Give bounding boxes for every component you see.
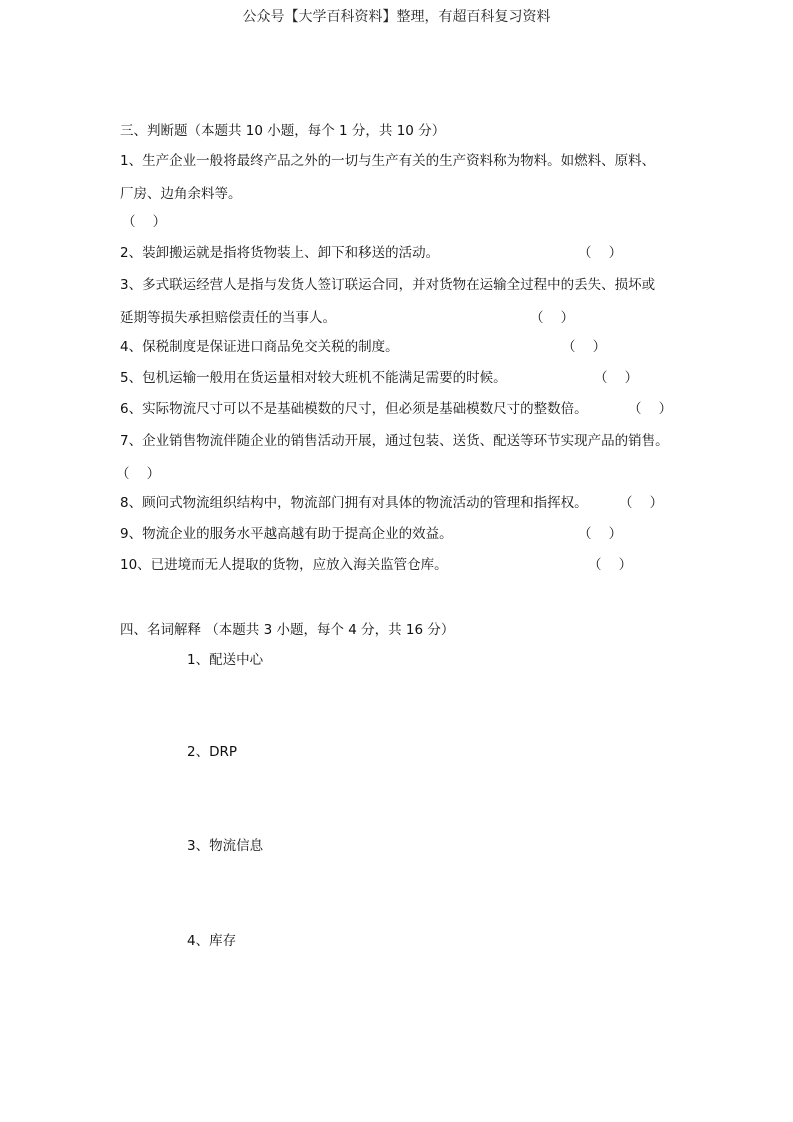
- question-3-line-1: 3、多式联运经营人是指与发货人签订联运合同，并对货物在运输全过程中的丢失、损坏或: [120, 277, 656, 293]
- section-3-title: 三、判断题（本题共 10 小题，每个 1 分，共 10 分）: [120, 123, 446, 139]
- question-1-line-1: 1、生产企业一般将最终产品之外的一切与生产有关的生产资料称为物料。如燃料、原料、: [120, 153, 656, 169]
- question-5-answer-blank: （ ）: [594, 370, 639, 386]
- question-6-answer-blank: （ ）: [628, 401, 673, 417]
- question-7-answer-blank: （ ）: [116, 466, 161, 482]
- question-3-line-2: 延期等损失承担赔偿责任的当事人。: [120, 310, 336, 326]
- question-4-answer-blank: （ ）: [562, 339, 607, 355]
- page-header: 公众号【大学百科资料】整理，有超百科复习资料: [242, 9, 551, 25]
- question-6: 6、实际物流尺寸可以不是基础模数的尺寸，但必须是基础模数尺寸的整数倍。: [120, 401, 588, 417]
- question-2-answer-blank: （ ）: [578, 245, 623, 261]
- question-5: 5、包机运输一般用在货运量相对较大班机不能满足需要的时候。: [120, 370, 507, 386]
- question-8-answer-blank: （ ）: [619, 495, 664, 511]
- question-10-answer-blank: （ ）: [588, 557, 633, 573]
- question-10: 10、已进境而无人提取的货物，应放入海关监管仓库。: [120, 557, 448, 573]
- term-2: 2、DRP: [187, 744, 238, 760]
- term-4: 4、库存: [187, 933, 237, 949]
- section-4-title: 四、名词解释 （本题共 3 小题，每个 4 分，共 16 分）: [120, 622, 455, 638]
- question-1-answer-blank: （ ）: [122, 214, 167, 230]
- question-3-answer-blank: （ ）: [530, 310, 575, 326]
- term-3: 3、物流信息: [187, 838, 264, 854]
- question-4: 4、保税制度是保证进口商品免交关税的制度。: [120, 339, 399, 355]
- question-9-answer-blank: （ ）: [578, 526, 623, 542]
- question-7-line-1: 7、企业销售物流伴随企业的销售活动开展，通过包装、送货、配送等环节实现产品的销售。: [120, 433, 669, 449]
- question-8: 8、顾问式物流组织结构中，物流部门拥有对具体的物流活动的管理和指挥权。: [120, 495, 588, 511]
- question-1-line-2: 厂房、边角余料等。: [120, 186, 242, 202]
- question-9: 9、物流企业的服务水平越高越有助于提高企业的效益。: [120, 526, 453, 542]
- term-1: 1、配送中心: [187, 652, 264, 668]
- question-2: 2、装卸搬运就是指将货物装上、卸下和移送的活动。: [120, 245, 440, 261]
